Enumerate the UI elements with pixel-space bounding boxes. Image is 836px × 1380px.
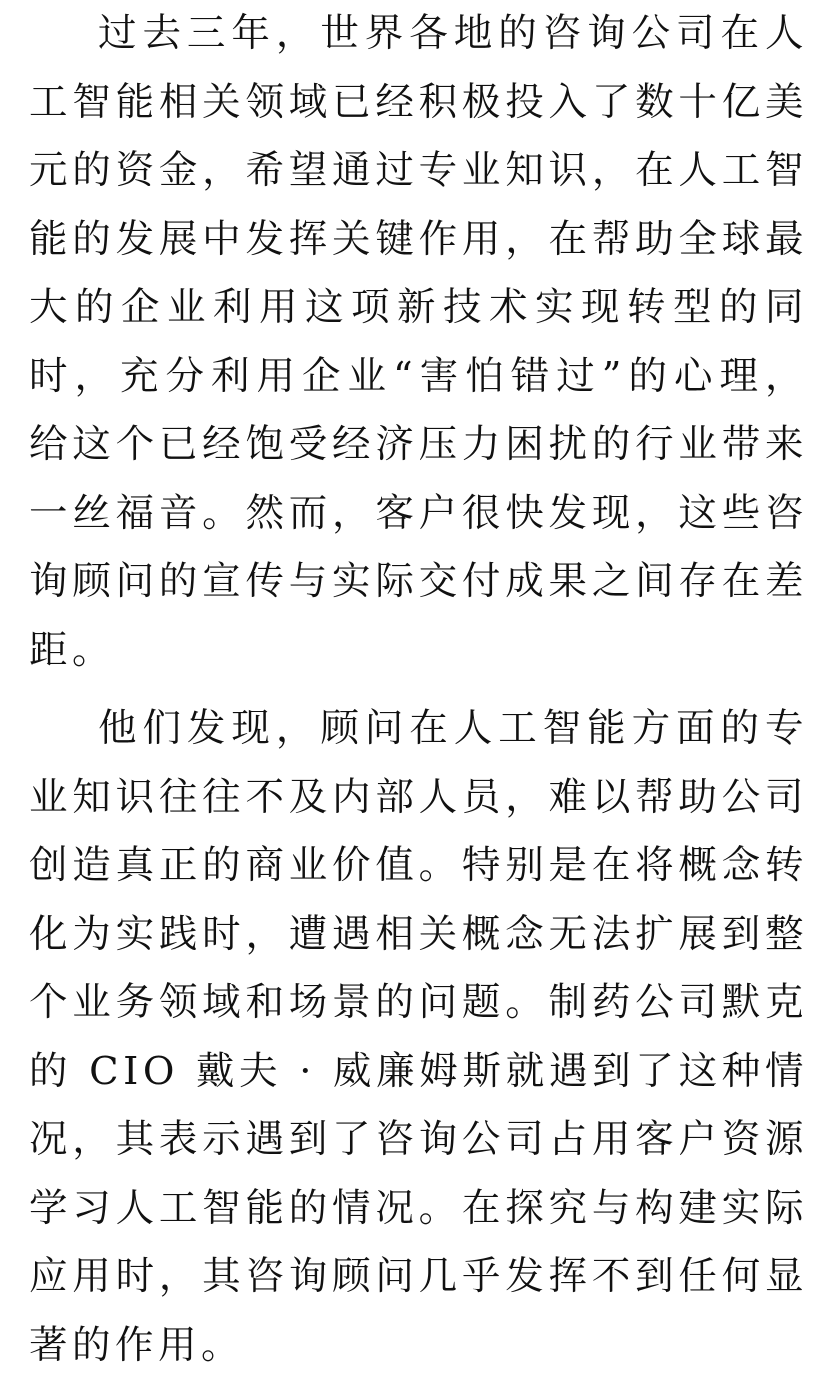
paragraph-2: 他们发现，顾问在人工智能方面的专业知识往往不及内部人员，难以帮助公司创造真正的商业价值。特别是在将概念转化为实践时，遭遇相关概念无法扩展到整个业务领域和场景的问题。制药公司默克的 CIO 戴夫 · 威廉姆斯就遇到了这种情况，其表示遇到了咨询公司占用客户资源学习人工智能的情况。在探究与构建实际应用时，其咨询顾问几乎发挥不到任何显著的作用。 xyxy=(29,706,808,1368)
paragraph-1: 过去三年，世界各地的咨询公司在人工智能相关领域已经积极投入了数十亿美元的资金，希望通过专业知识，在人工智能的发展中发挥关键作用，在帮助全球最大的企业利用这项新技术实现转型的同时，充分利用企业“害怕错过”的心理，给这个已经饱受经济压力困扰的行业带来一丝福音。然而，客户很快发现，这些咨询顾问的宣传与实际交付成果之间存在差距。 xyxy=(29,11,808,673)
